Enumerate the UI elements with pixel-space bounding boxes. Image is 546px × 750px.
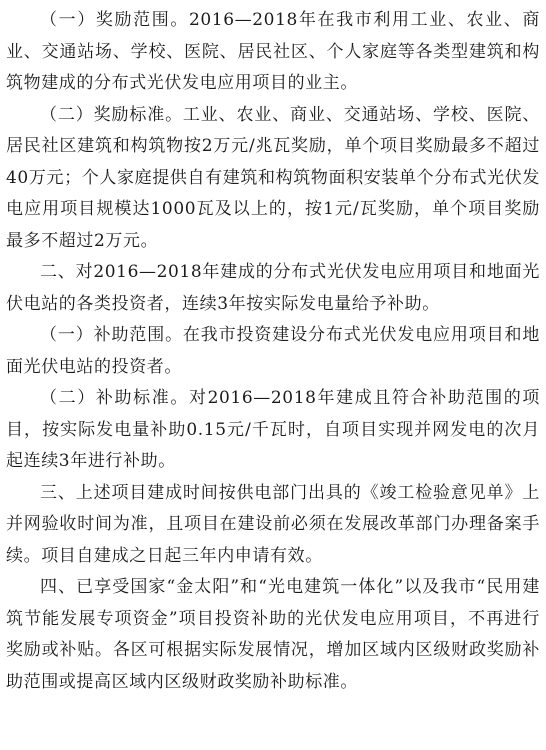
paragraph-subsidy-standard: （二）补助标准。对2016—2018年建成且符合补助范围的项目，按实际发电量补助0.15元/千瓦时，自项目实现并网发电的次月起连续3年进行补助。 xyxy=(6,388,540,471)
paragraph-exclusions: 四、已享受国家“金太阳”和“光电建筑一体化”以及我市“民用建筑节能发展专项资金”项目投资补助的光伏发电应用项目，不再进行奖励或补贴。各区可根据实际发展情况，增加区域内区级财政奖励补助范围或提高区域内区级财政奖励补助标准。 xyxy=(6,577,540,692)
paragraph-reward-standard: （二）奖励标准。工业、农业、商业、交通站场、学校、医院、居民社区建筑和构筑物按2万元/兆瓦奖励，单个项目奖励最多不超过40万元；个人家庭提供自有建筑和构筑物面积安装单个分布式光伏发电应用项目规模达1000瓦及以上的，按1元/瓦奖励，单个项目奖励最多不超过2万元。 xyxy=(6,104,540,251)
paragraph-subsidy-investors: 二、对2016—2018年建成的分布式光伏发电应用项目和地面光伏电站的各类投资者，连续3年按实际发电量给予补助。 xyxy=(6,262,540,314)
paragraph-completion-time: 三、上述项目建成时间按供电部门出具的《竣工检验意见单》上并网验收时间为准，且项目在建设前必须在发展改革部门办理备案手续。项目自建成之日起三年内申请有效。 xyxy=(6,482,540,566)
paragraph-reward-scope: （一）奖励范围。2016—2018年在我市利用工业、农业、商业、交通站场、学校、医院、居民社区、个人家庭等各类型建筑和构筑物建成的分布式光伏发电应用项目的业主。 xyxy=(6,10,540,93)
paragraph-subsidy-scope: （一）补助范围。在我市投资建设分布式光伏发电应用项目和地面光伏电站的投资者。 xyxy=(6,325,540,377)
